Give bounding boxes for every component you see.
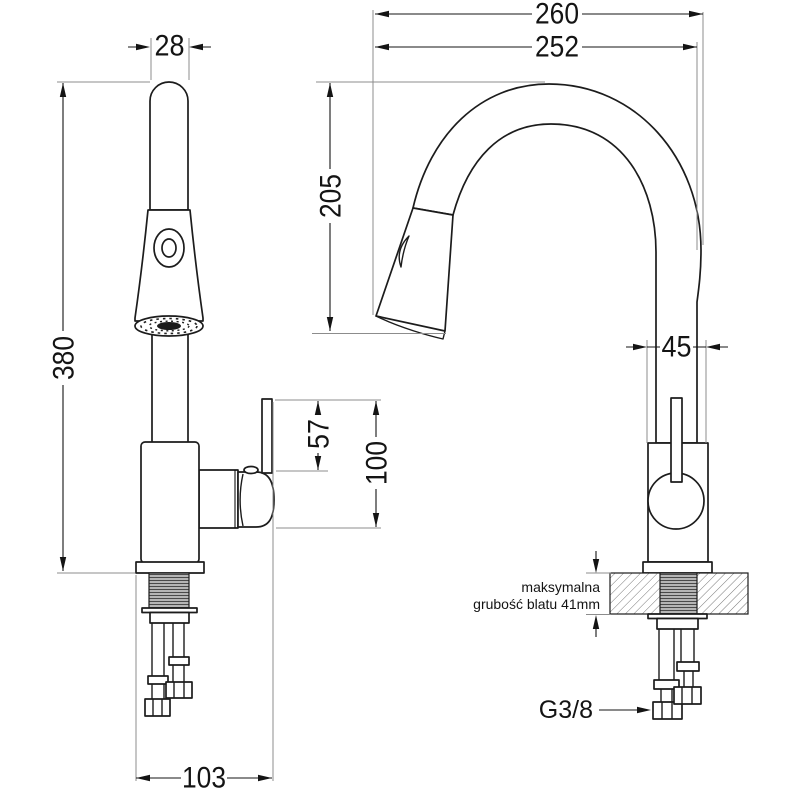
- dim-label-103: 103: [182, 761, 226, 795]
- handle-lever-front: [262, 399, 272, 473]
- dim-overall-reach: [375, 0, 703, 31]
- hose-tube: [661, 689, 672, 702]
- hose-tube: [173, 665, 184, 682]
- supply-hoses-front: [145, 623, 192, 716]
- dim-label-205: 205: [314, 167, 348, 218]
- thread-size-label: G3/8: [538, 696, 593, 724]
- hose-collar: [169, 657, 189, 665]
- hose-nut: [166, 682, 192, 698]
- hose-collar: [148, 676, 168, 684]
- counter-note-line1: maksymalna: [521, 579, 600, 595]
- dim-label-57: 57: [302, 415, 336, 449]
- hose-tube: [173, 623, 184, 657]
- dim-spout-height: [315, 83, 348, 331]
- dim-label-252: 252: [535, 30, 579, 64]
- spout-tube-front: [150, 82, 188, 210]
- spray-button-center: [162, 239, 176, 257]
- side-arm-front: [199, 470, 238, 528]
- hose-nut: [674, 687, 701, 704]
- handle-lever-side: [671, 398, 682, 482]
- spray-aerator-center: [157, 322, 181, 330]
- mounting-flange-front: [136, 562, 204, 573]
- pullout-hose-front: [152, 333, 188, 444]
- hose-nut: [145, 699, 170, 716]
- dim-base-diameter: [626, 331, 728, 364]
- dim-overall-height: [48, 83, 81, 571]
- hose-tube: [684, 671, 693, 687]
- gooseneck-spout-side: [413, 84, 701, 443]
- hose-tube: [152, 623, 164, 676]
- dim-label-380: 380: [47, 329, 81, 380]
- thread-size-callout: [539, 696, 651, 724]
- front-view: [135, 82, 274, 716]
- hose-tube: [152, 684, 164, 699]
- dim-label-28: 28: [154, 29, 185, 63]
- dim-spout-head-width: [128, 30, 211, 63]
- locknut-front: [150, 613, 189, 624]
- handle-pivot-front: [244, 467, 258, 474]
- dim-body-top-offset: [361, 401, 394, 527]
- threaded-shank-front: [149, 573, 189, 608]
- hose-tube: [681, 629, 694, 662]
- mounting-flange-side: [643, 562, 712, 573]
- supply-hoses-side: [653, 629, 701, 719]
- faucet-body-front: [141, 442, 199, 563]
- dim-label-260: 260: [535, 0, 579, 31]
- hose-collar: [677, 662, 699, 671]
- dim-handle-top-offset: [303, 401, 336, 470]
- counter-note-line2: grubość blatu 41mm: [473, 596, 600, 612]
- dim-spout-reach: [375, 31, 697, 64]
- dim-counter-thickness: [473, 551, 600, 637]
- dim-base-footprint: [136, 762, 272, 795]
- threaded-shank-side: [660, 573, 697, 614]
- dim-label-100: 100: [360, 434, 394, 485]
- handle-socket-front: [238, 472, 274, 527]
- spray-head-side: [376, 208, 453, 331]
- side-view: [376, 84, 748, 719]
- hose-tube: [659, 629, 674, 680]
- dim-label-45: 45: [661, 330, 692, 364]
- locknut-side: [657, 619, 698, 630]
